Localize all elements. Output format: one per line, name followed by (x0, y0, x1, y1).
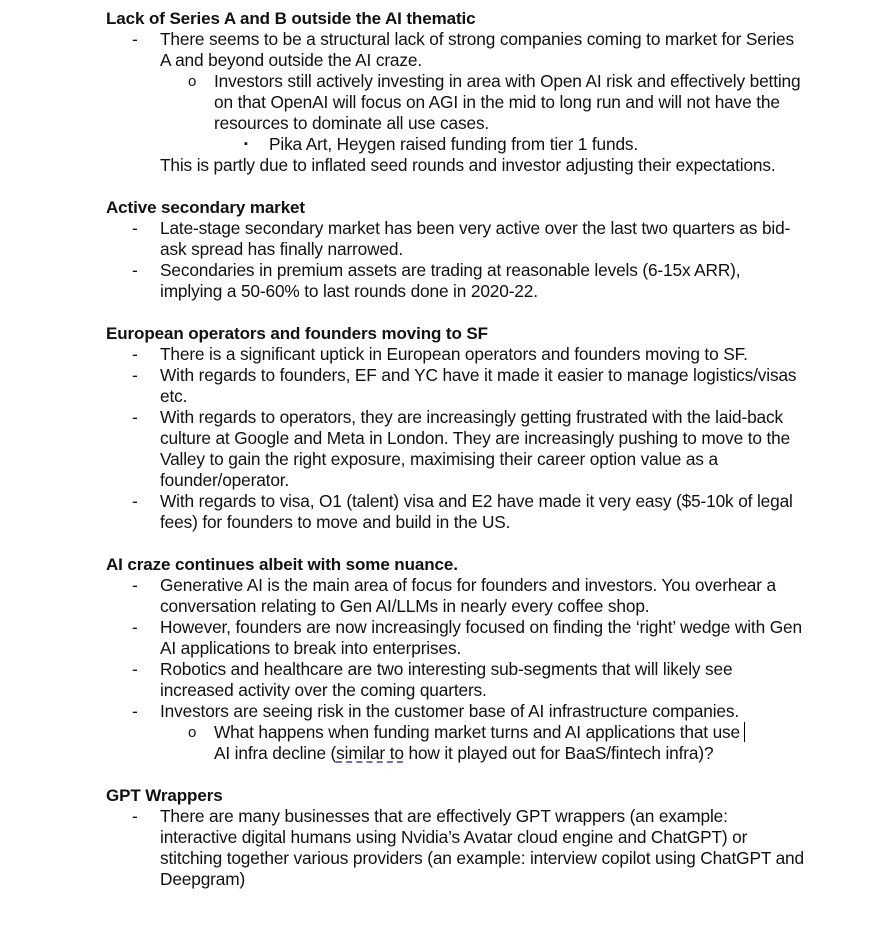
list-item (106, 344, 806, 365)
dash-bullet-icon: - (132, 29, 138, 49)
list-item-text: Investors still actively investing in area with Open AI risk and effectively betting on that OpenAI will focus on AGI in the mid to long run and will not have the resources to dominate all use cases. (214, 71, 801, 133)
dash-bullet-icon: - (132, 701, 138, 721)
list-item (106, 617, 806, 659)
circle-bullet-icon: o (188, 73, 197, 90)
list-item-text: Secondaries in premium assets are trading at reasonable levels (6-15x ARR), implying a 50-60% to last rounds done in 2020-22. (160, 260, 741, 301)
dash-bullet-icon: - (132, 218, 138, 238)
list-item-text: There seems to be a structural lack of strong companies coming to market for Series A and beyond outside the AI craze. (160, 29, 794, 70)
list-item (106, 659, 806, 701)
section-secondary-market (106, 197, 806, 302)
section-european-operators (106, 323, 806, 533)
list-item-text: What happens when funding market turns and AI applications that use AI infra decline (similar to how it played out for BaaS/fintech infra)? (214, 722, 745, 763)
list-item-text: Investors are seeing risk in the customer base of AI infrastructure companies. (160, 701, 740, 721)
list-item (106, 575, 806, 617)
list-item (106, 722, 806, 764)
dash-bullet-icon: - (132, 575, 138, 595)
section-heading: GPT Wrappers (106, 786, 223, 805)
list-item-text: Robotics and healthcare are two interesting sub-segments that will likely see increased activity over the coming quarters. (160, 659, 733, 700)
circle-bullet-icon: o (188, 724, 197, 741)
list-item (106, 701, 806, 722)
list-item-text: Generative AI is the main area of focus for founders and investors. You overhear a conversation relating to Gen AI/LLMs in nearly every coffee shop. (160, 575, 776, 616)
section-series-a-b (106, 8, 806, 176)
dash-bullet-icon: - (132, 491, 138, 511)
dash-bullet-icon: - (132, 365, 138, 385)
list-item (106, 71, 806, 134)
list-item-text: Pika Art, Heygen raised funding from tier 1 funds. (269, 134, 639, 154)
document-body[interactable] (106, 8, 806, 911)
list-item-text: With regards to operators, they are increasingly getting frustrated with the laid-back culture at Google and Meta in London. They are increasingly pushing to move to the Valley to gain the right exposure, maximising their career option value as a founder/operator. (160, 407, 791, 490)
paragraph: This is partly due to inflated seed rounds and investor adjusting their expectations. (160, 155, 776, 175)
list-item (106, 218, 806, 260)
spellcheck-flag[interactable]: similar to (336, 743, 404, 763)
list-item (106, 134, 806, 155)
dash-bullet-icon: - (132, 617, 138, 637)
list-item-text: However, founders are now increasingly focused on finding the ‘right’ wedge with Gen AI applications to break into enterprises. (160, 617, 802, 658)
list-item-text: There are many businesses that are effectively GPT wrappers (an example: interactive digital humans using Nvidia’s Avatar cloud engine and ChatGPT) or stitching together various providers (an example: interview copilot using ChatGPT and Deepgram) (160, 806, 804, 889)
section-gpt-wrappers (106, 785, 806, 890)
list-item (106, 806, 806, 890)
section-heading: Active secondary market (106, 198, 305, 217)
list-item (106, 29, 806, 71)
text-cursor (744, 722, 745, 742)
dash-bullet-icon: - (132, 659, 138, 679)
section-heading: AI craze continues albeit with some nuance. (106, 555, 458, 574)
section-ai-craze (106, 554, 806, 764)
square-bullet-icon: ▪ (244, 138, 248, 150)
list-item-text: There is a significant uptick in European operators and founders moving to SF. (160, 344, 748, 364)
dash-bullet-icon: - (132, 407, 138, 427)
section-heading: Lack of Series A and B outside the AI thematic (106, 9, 476, 28)
list-item-text: With regards to visa, O1 (talent) visa and E2 have made it very easy ($5-10k of legal fees) for founders to move and build in the US. (160, 491, 793, 532)
dash-bullet-icon: - (132, 260, 138, 280)
list-item (106, 491, 806, 533)
list-item-text: With regards to founders, EF and YC have it made it easier to manage logistics/visas etc. (160, 365, 797, 406)
list-item (106, 365, 806, 407)
list-item-text: Late-stage secondary market has been very active over the last two quarters as bid-ask spread has finally narrowed. (160, 218, 791, 259)
list-item (106, 407, 806, 491)
list-item (106, 260, 806, 302)
dash-bullet-icon: - (132, 806, 138, 826)
dash-bullet-icon: - (132, 344, 138, 364)
section-heading: European operators and founders moving to SF (106, 324, 488, 343)
